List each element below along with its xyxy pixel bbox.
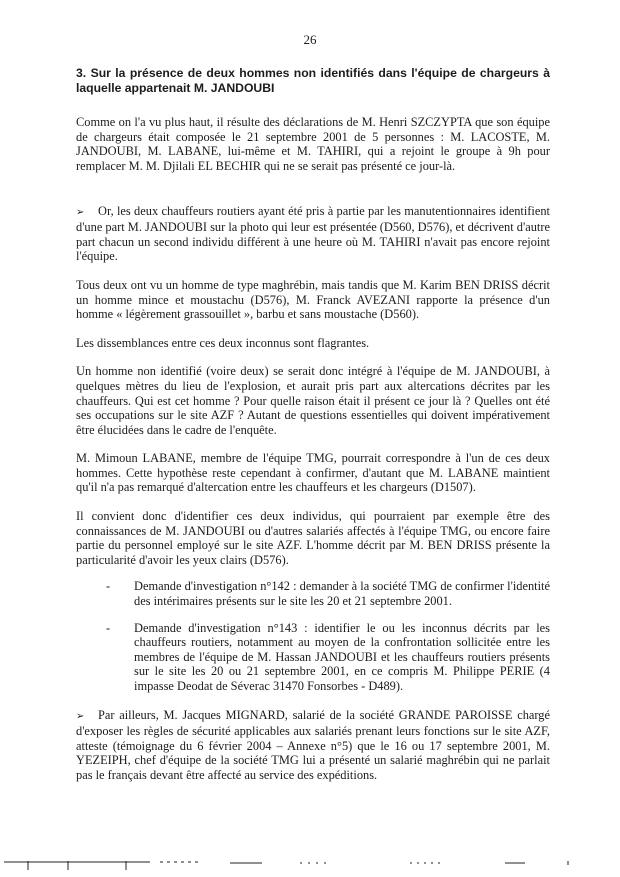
arrow-bullet-icon: ➢ (76, 206, 85, 218)
paragraph-unidentified-man: Un homme non identifié (voire deux) se serait donc intégré à l'équipe de M. JANDOUBI, à quelques mètres du lieu de l'explosion, et aurait pris part aux altercations décrites par les chauffeurs. Qui est cet homme ? Pour quelle raison était il présent ce jour là ? Quelles ont été ses occupations sur le site AZF ? Autant de questions essentielles qui doivent impérativement être élucidées dans le cadre de l'enquête. (76, 364, 550, 437)
paragraph-dissimilarities: Les dissemblances entre ces deux inconnus sont flagrantes. (76, 335, 370, 350)
paragraph-labane: M. Mimoun LABANE, membre de l'équipe TMG, pourrait correspondre à l'un de ces deux hommes. Cette hypothèse reste cependant à confirmer, d'autant que M. LABANE maintient qu'il n'a pas remarqué d'altercation entre les chauffeurs et les chargeurs (D1507). (76, 451, 550, 495)
scan-artifact-lines (0, 858, 620, 877)
investigation-requests-list (76, 579, 550, 693)
paragraph-descriptions: Tous deux ont vu un homme de type maghrébin, mais tandis que M. Karim BEN DRISS décrit un homme mince et moustachu (D576), M. Franck AVEZANI rapporte la présence d'un homme « légèrement grassouillet », barbu et sans moustache (D560). (76, 277, 550, 322)
list-dash: - (106, 579, 111, 594)
paragraph-team-composition: Comme on l'a vu plus haut, il résulte des déclarations de M. Henri SZCZYPTA que son équipe de chargeurs était composée le 21 septembre 2001 de 5 personnes : M. LACOSTE, M. JANDOUBI, M. LABANE, lui-même et M. TAHIRI, qui a rejoint le groupe à 9h pour remplacer M. M. Djilali EL BECHIR qui ne se serait pas présenté ce jour-là. (76, 115, 550, 173)
paragraph-identify-individuals: Il convient donc d'identifier ces deux individus, qui pourraient par exemple être des connaissances de M. JANDOUBI ou d'autres salariés affectés à l'équipe TMG, ou encore faire partie du personnel employé sur le site AZF. L'homme décrit par M. BEN DRISS présente la particularité d'avoir les yeux clairs (D576). (76, 509, 550, 567)
paragraph-mignard-testimony: ➢ Par ailleurs, M. Jacques MIGNARD, salarié de la société GRANDE PAROISSE chargé d'exposer les règles de sécurité applicables aux salariés prenant leurs fonctions sur le site AZF, atteste (témoignage du 6 février 2004 – Annexe n°5) que le 16 ou 17 septembre 2001, M. YEZEIPH, chef d'équipe de la société TMG lui a présenté un salarié maghrébin qui ne parlait pas le français devant être affecté au service des expéditions. (76, 707, 550, 782)
document-body (76, 66, 550, 783)
arrow-bullet-icon: ➢ (76, 710, 85, 722)
paragraph-drivers-identification: ➢ Or, les deux chauffeurs routiers ayant été pris à partie par les manutentionnaires identifient d'une part M. JANDOUBI sur la photo qui leur est présentée (D560, D576), et décrivent d'autre part chacun un second individu différent à une heure où M. TAHIRI n'avait pas encore rejoint l'équipe. (76, 203, 550, 264)
page-number: 26 (303, 32, 317, 47)
list-item: - Demande d'investigation n°143 : identifier le ou les inconnus décrits par les chauffeurs routiers, notamment au moyen de la confrontation sollicitée entre les membres de l'équipe de M. Hassan JANDOUBI et les chauffeurs routiers présents sur le site les 20 ou 21 septembre 2001, en ce compris M. Philippe PERIE (4 impasse Deodat de Séverac 31470 Fonsorbes - D489). (106, 620, 550, 693)
section-heading: 3. Sur la présence de deux hommes non identifiés dans l'équipe de chargeurs à laquelle appartenait M. JANDOUBI (76, 66, 550, 95)
list-item: - Demande d'investigation n°142 : demander à la société TMG de confirmer l'identité des intérimaires présents sur le site les 20 et 21 septembre 2001. (106, 579, 550, 609)
list-dash: - (106, 620, 111, 635)
